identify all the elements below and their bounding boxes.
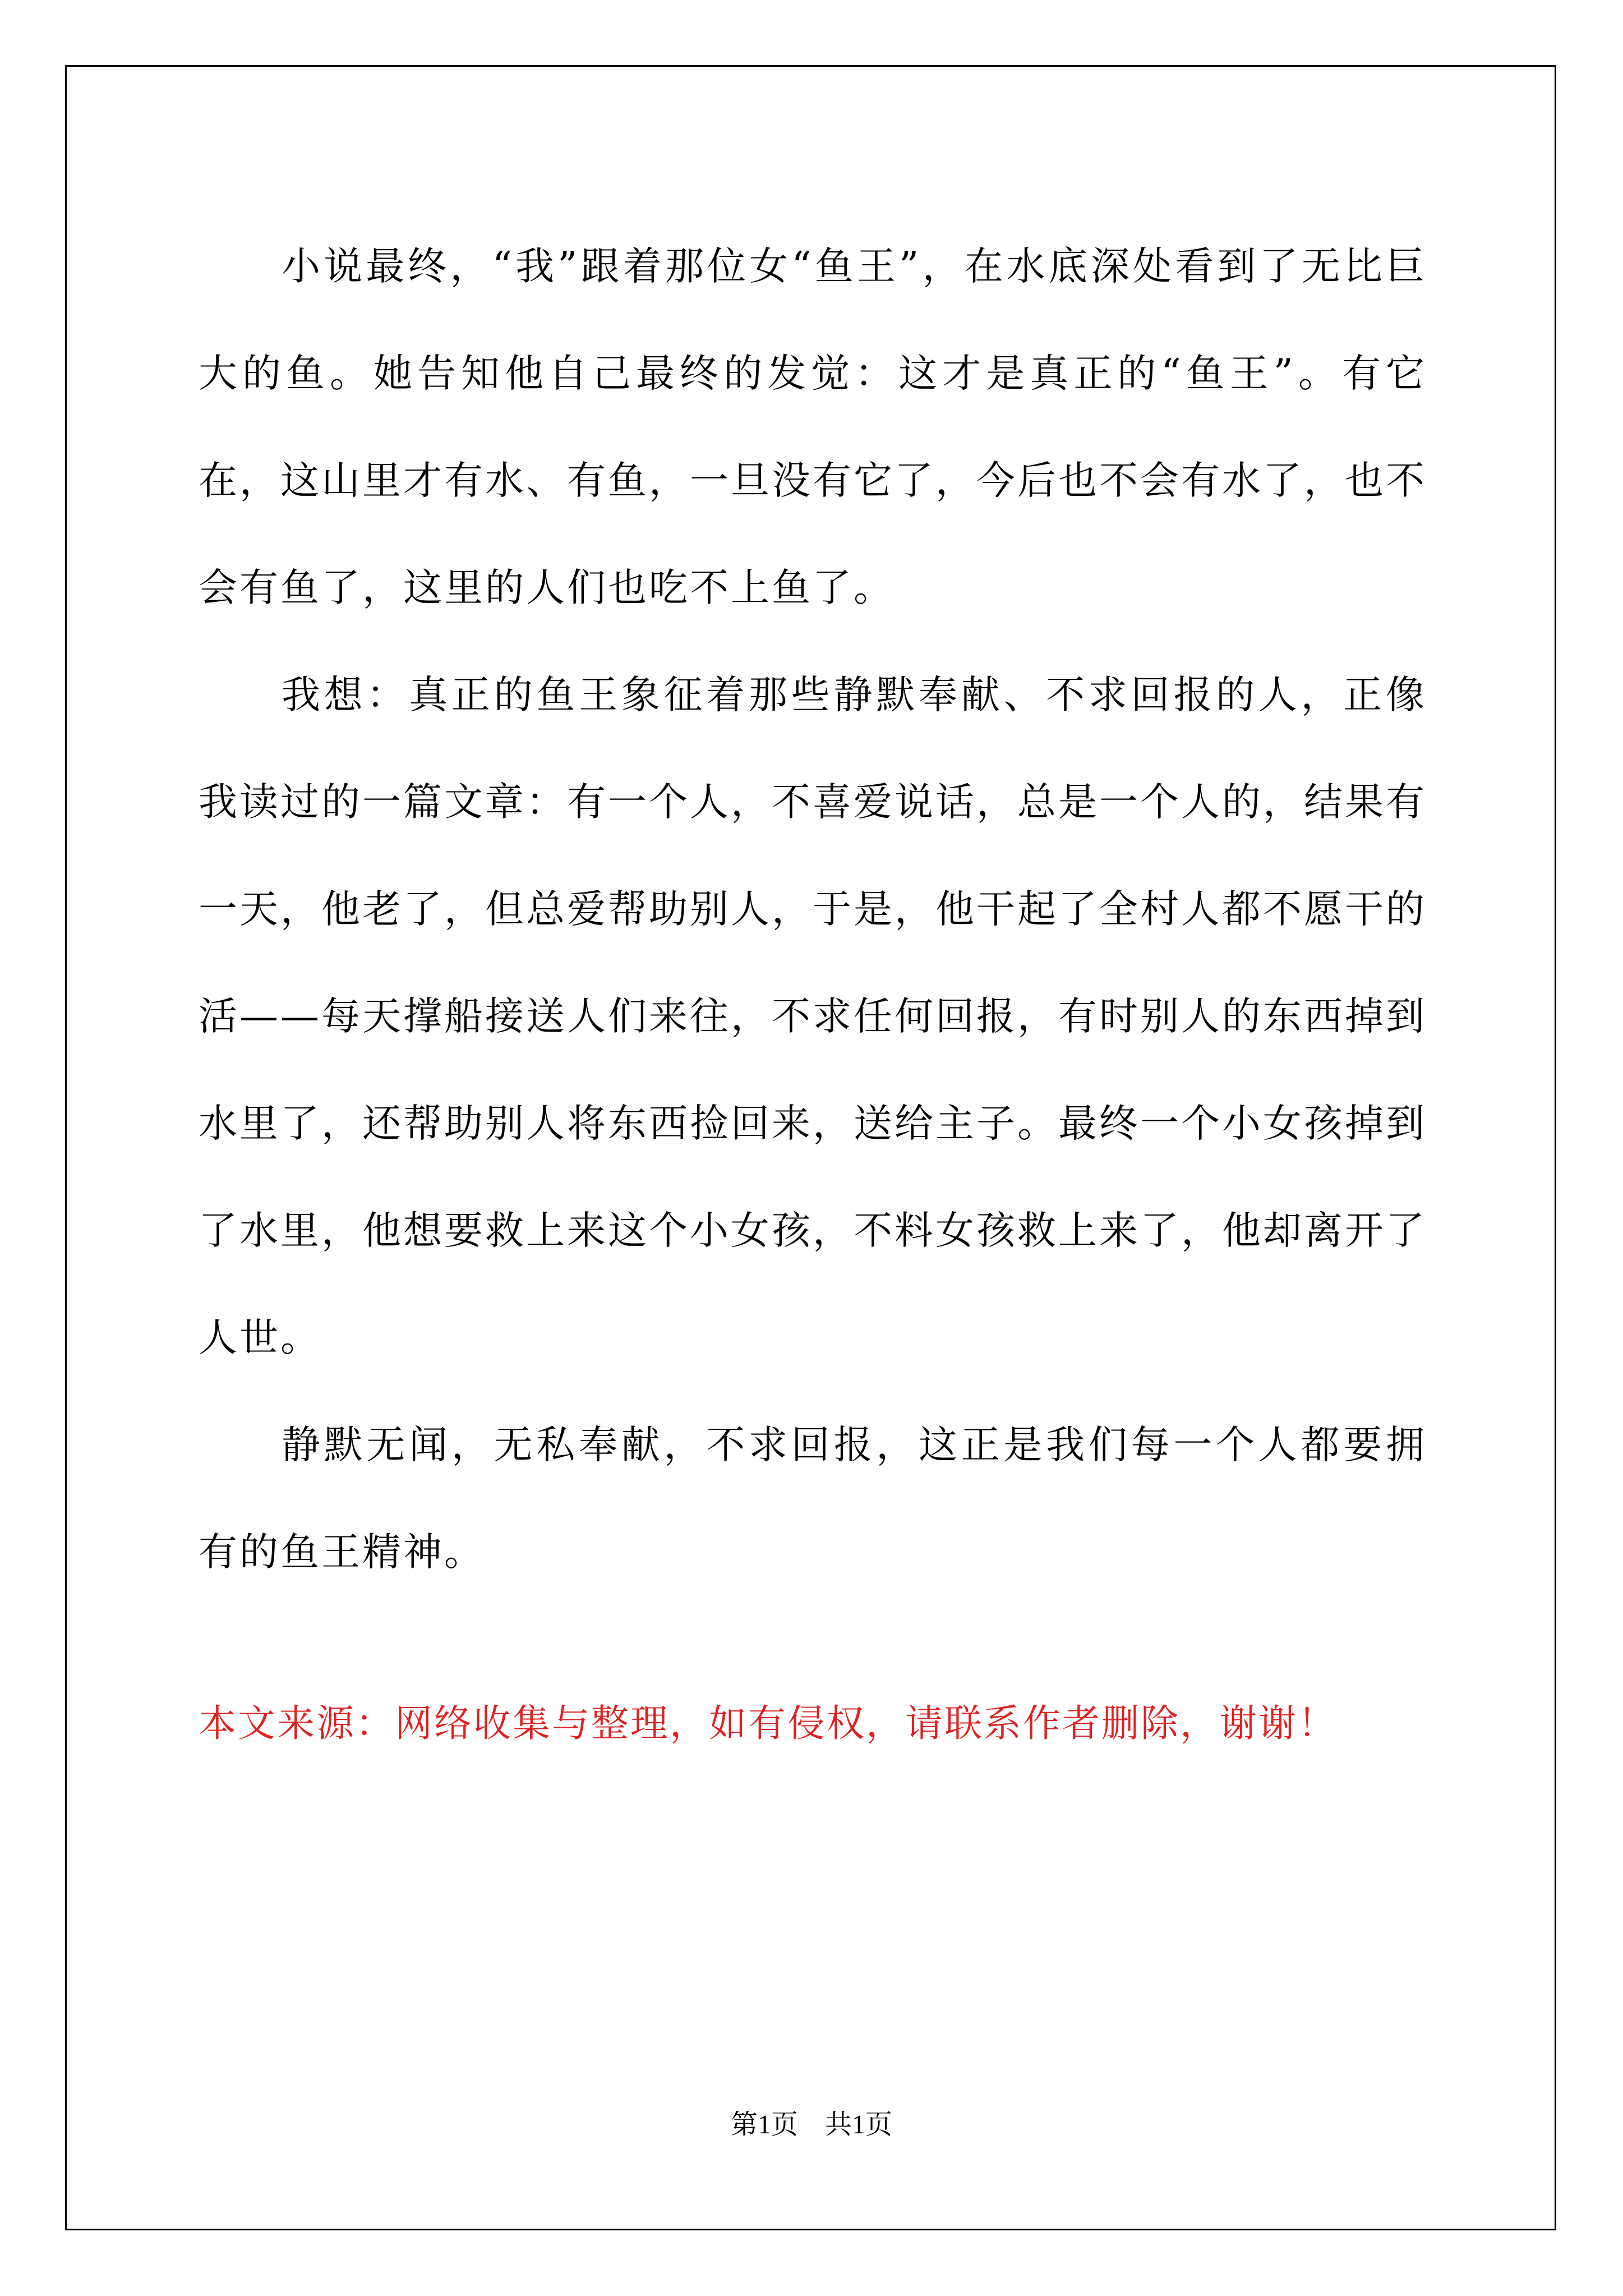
- document-body: [199, 213, 1427, 1606]
- source-note: 本文来源：网络收集与整理，如有侵权，请联系作者删除，谢谢！: [199, 1701, 1337, 1745]
- paragraph-2: 我想：真正的鱼王象征着那些静默奉献、不求回报的人，正像我读过的一篇文章：有一个人，不喜爱说话，总是一个人的，结果有一天，他老了，但总爱帮助别人，于是，他干起了全村人都不愿干的活——每天撑船接送人们来往，不求任何回报，有时别人的东西掉到水里了，还帮助别人将东西捡回来，送给主子。最终一个小女孩掉到了水里，他想要救上来这个小女孩，不料女孩救上来了，他却离开了人世。: [199, 673, 1427, 1360]
- page-number: 第1页 共1页: [730, 2110, 892, 2139]
- paragraph-3: 静默无闻，无私奉献，不求回报，这正是我们每一个人都要拥有的鱼王精神。: [199, 1423, 1427, 1575]
- paragraph-1: 小说最终，“我”跟着那位女“鱼王”，在水底深处看到了无比巨大的鱼。她告知他自己最终的发觉：这才是真正的“鱼王”。有它在，这山里才有水、有鱼，一旦没有它了，今后也不会有水了，也不会有鱼了，这里的人们也吃不上鱼了。: [199, 244, 1427, 610]
